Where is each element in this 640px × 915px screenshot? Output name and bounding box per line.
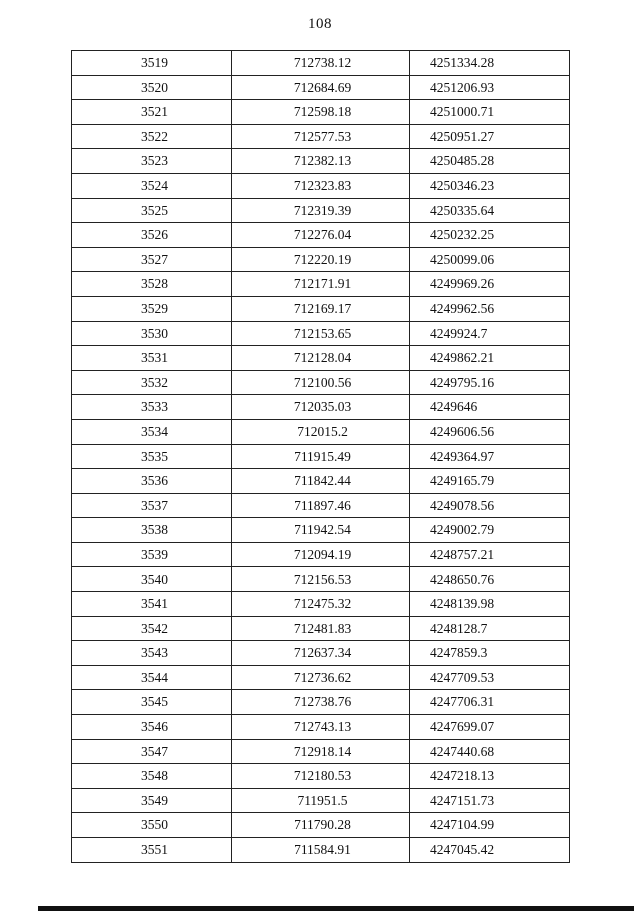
- x-coordinate-cell: 711942.54: [232, 518, 410, 543]
- y-coordinate-cell: 4250335.64: [410, 198, 570, 223]
- point-id-cell: 3534: [72, 419, 232, 444]
- y-coordinate-cell: 4250099.06: [410, 247, 570, 272]
- point-id-cell: 3530: [72, 321, 232, 346]
- x-coordinate-cell: 712323.83: [232, 173, 410, 198]
- table-row: [72, 567, 570, 592]
- x-coordinate-cell: 712156.53: [232, 567, 410, 592]
- table-row: [72, 173, 570, 198]
- x-coordinate-cell: 712481.83: [232, 616, 410, 641]
- table-row: [72, 75, 570, 100]
- y-coordinate-cell: 4247045.42: [410, 838, 570, 863]
- x-coordinate-cell: 711951.5: [232, 788, 410, 813]
- y-coordinate-cell: 4247709.53: [410, 665, 570, 690]
- x-coordinate-cell: 712169.17: [232, 296, 410, 321]
- x-coordinate-cell: 712094.19: [232, 542, 410, 567]
- point-id-cell: 3542: [72, 616, 232, 641]
- table-row: [72, 542, 570, 567]
- x-coordinate-cell: 712276.04: [232, 223, 410, 248]
- table-row: [72, 51, 570, 76]
- table-row: [72, 641, 570, 666]
- point-id-cell: 3550: [72, 813, 232, 838]
- point-id-cell: 3523: [72, 149, 232, 174]
- point-id-cell: 3521: [72, 100, 232, 125]
- x-coordinate-cell: 711897.46: [232, 493, 410, 518]
- x-coordinate-cell: 712128.04: [232, 346, 410, 371]
- y-coordinate-cell: 4250485.28: [410, 149, 570, 174]
- x-coordinate-cell: 712319.39: [232, 198, 410, 223]
- x-coordinate-cell: 712738.12: [232, 51, 410, 76]
- x-coordinate-cell: 711584.91: [232, 838, 410, 863]
- table-row: [72, 296, 570, 321]
- y-coordinate-cell: 4247440.68: [410, 739, 570, 764]
- point-id-cell: 3551: [72, 838, 232, 863]
- x-coordinate-cell: 712738.76: [232, 690, 410, 715]
- point-id-cell: 3546: [72, 715, 232, 740]
- point-id-cell: 3529: [72, 296, 232, 321]
- point-id-cell: 3536: [72, 469, 232, 494]
- x-coordinate-cell: 712015.2: [232, 419, 410, 444]
- y-coordinate-cell: 4249002.79: [410, 518, 570, 543]
- y-coordinate-cell: 4249078.56: [410, 493, 570, 518]
- table-row: [72, 518, 570, 543]
- y-coordinate-cell: 4248650.76: [410, 567, 570, 592]
- page-number: 108: [308, 16, 332, 32]
- x-coordinate-cell: 711790.28: [232, 813, 410, 838]
- table-row: [72, 223, 570, 248]
- point-id-cell: 3527: [72, 247, 232, 272]
- y-coordinate-cell: 4249165.79: [410, 469, 570, 494]
- table-row: [72, 665, 570, 690]
- point-id-cell: 3532: [72, 370, 232, 395]
- point-id-cell: 3524: [72, 173, 232, 198]
- x-coordinate-cell: 712153.65: [232, 321, 410, 346]
- point-id-cell: 3525: [72, 198, 232, 223]
- x-coordinate-cell: 712598.18: [232, 100, 410, 125]
- x-coordinate-cell: 712736.62: [232, 665, 410, 690]
- point-id-cell: 3548: [72, 764, 232, 789]
- table-row: [72, 198, 570, 223]
- x-coordinate-cell: 712100.56: [232, 370, 410, 395]
- y-coordinate-cell: 4251206.93: [410, 75, 570, 100]
- table-row: [72, 616, 570, 641]
- y-coordinate-cell: 4248139.98: [410, 592, 570, 617]
- point-id-cell: 3528: [72, 272, 232, 297]
- y-coordinate-cell: 4249924.7: [410, 321, 570, 346]
- point-id-cell: 3522: [72, 124, 232, 149]
- x-coordinate-cell: 712035.03: [232, 395, 410, 420]
- y-coordinate-cell: 4248128.7: [410, 616, 570, 641]
- x-coordinate-cell: 712180.53: [232, 764, 410, 789]
- y-coordinate-cell: 4250346.23: [410, 173, 570, 198]
- x-coordinate-cell: 712637.34: [232, 641, 410, 666]
- table-row: [72, 247, 570, 272]
- table-row: [72, 419, 570, 444]
- table-row: [72, 395, 570, 420]
- y-coordinate-cell: 4249862.21: [410, 346, 570, 371]
- scan-edge-bar: [38, 906, 634, 911]
- y-coordinate-cell: 4249962.56: [410, 296, 570, 321]
- y-coordinate-cell: 4251334.28: [410, 51, 570, 76]
- x-coordinate-cell: 712475.32: [232, 592, 410, 617]
- x-coordinate-cell: 712220.19: [232, 247, 410, 272]
- y-coordinate-cell: 4249795.16: [410, 370, 570, 395]
- point-id-cell: 3540: [72, 567, 232, 592]
- point-id-cell: 3519: [72, 51, 232, 76]
- point-id-cell: 3541: [72, 592, 232, 617]
- point-id-cell: 3547: [72, 739, 232, 764]
- y-coordinate-cell: 4249969.26: [410, 272, 570, 297]
- table-row: [72, 370, 570, 395]
- x-coordinate-cell: 712918.14: [232, 739, 410, 764]
- point-id-cell: 3535: [72, 444, 232, 469]
- table-row: [72, 100, 570, 125]
- point-id-cell: 3549: [72, 788, 232, 813]
- y-coordinate-cell: 4247151.73: [410, 788, 570, 813]
- x-coordinate-cell: 712382.13: [232, 149, 410, 174]
- x-coordinate-cell: 712743.13: [232, 715, 410, 740]
- y-coordinate-cell: 4249606.56: [410, 419, 570, 444]
- y-coordinate-cell: 4250232.25: [410, 223, 570, 248]
- table-row: [72, 493, 570, 518]
- table-row: [72, 739, 570, 764]
- table-row: [72, 272, 570, 297]
- y-coordinate-cell: 4247218.13: [410, 764, 570, 789]
- y-coordinate-cell: 4249364.97: [410, 444, 570, 469]
- table-row: [72, 346, 570, 371]
- coordinate-table-body: [72, 51, 570, 863]
- x-coordinate-cell: 711915.49: [232, 444, 410, 469]
- y-coordinate-cell: 4247706.31: [410, 690, 570, 715]
- y-coordinate-cell: 4251000.71: [410, 100, 570, 125]
- table-row: [72, 715, 570, 740]
- point-id-cell: 3537: [72, 493, 232, 518]
- x-coordinate-cell: 712171.91: [232, 272, 410, 297]
- table-row: [72, 469, 570, 494]
- y-coordinate-cell: 4247104.99: [410, 813, 570, 838]
- table-row: [72, 813, 570, 838]
- table-row: [72, 788, 570, 813]
- table-row: [72, 321, 570, 346]
- point-id-cell: 3531: [72, 346, 232, 371]
- table-row: [72, 444, 570, 469]
- y-coordinate-cell: 4249646: [410, 395, 570, 420]
- x-coordinate-cell: 712684.69: [232, 75, 410, 100]
- point-id-cell: 3538: [72, 518, 232, 543]
- point-id-cell: 3526: [72, 223, 232, 248]
- coordinate-table: [71, 50, 570, 863]
- point-id-cell: 3545: [72, 690, 232, 715]
- table-row: [72, 764, 570, 789]
- table-row: [72, 124, 570, 149]
- table-row: [72, 149, 570, 174]
- y-coordinate-cell: 4247699.07: [410, 715, 570, 740]
- point-id-cell: 3544: [72, 665, 232, 690]
- x-coordinate-cell: 712577.53: [232, 124, 410, 149]
- table-row: [72, 690, 570, 715]
- point-id-cell: 3543: [72, 641, 232, 666]
- table-row: [72, 838, 570, 863]
- y-coordinate-cell: 4248757.21: [410, 542, 570, 567]
- point-id-cell: 3533: [72, 395, 232, 420]
- table-row: [72, 592, 570, 617]
- point-id-cell: 3539: [72, 542, 232, 567]
- y-coordinate-cell: 4250951.27: [410, 124, 570, 149]
- x-coordinate-cell: 711842.44: [232, 469, 410, 494]
- y-coordinate-cell: 4247859.3: [410, 641, 570, 666]
- point-id-cell: 3520: [72, 75, 232, 100]
